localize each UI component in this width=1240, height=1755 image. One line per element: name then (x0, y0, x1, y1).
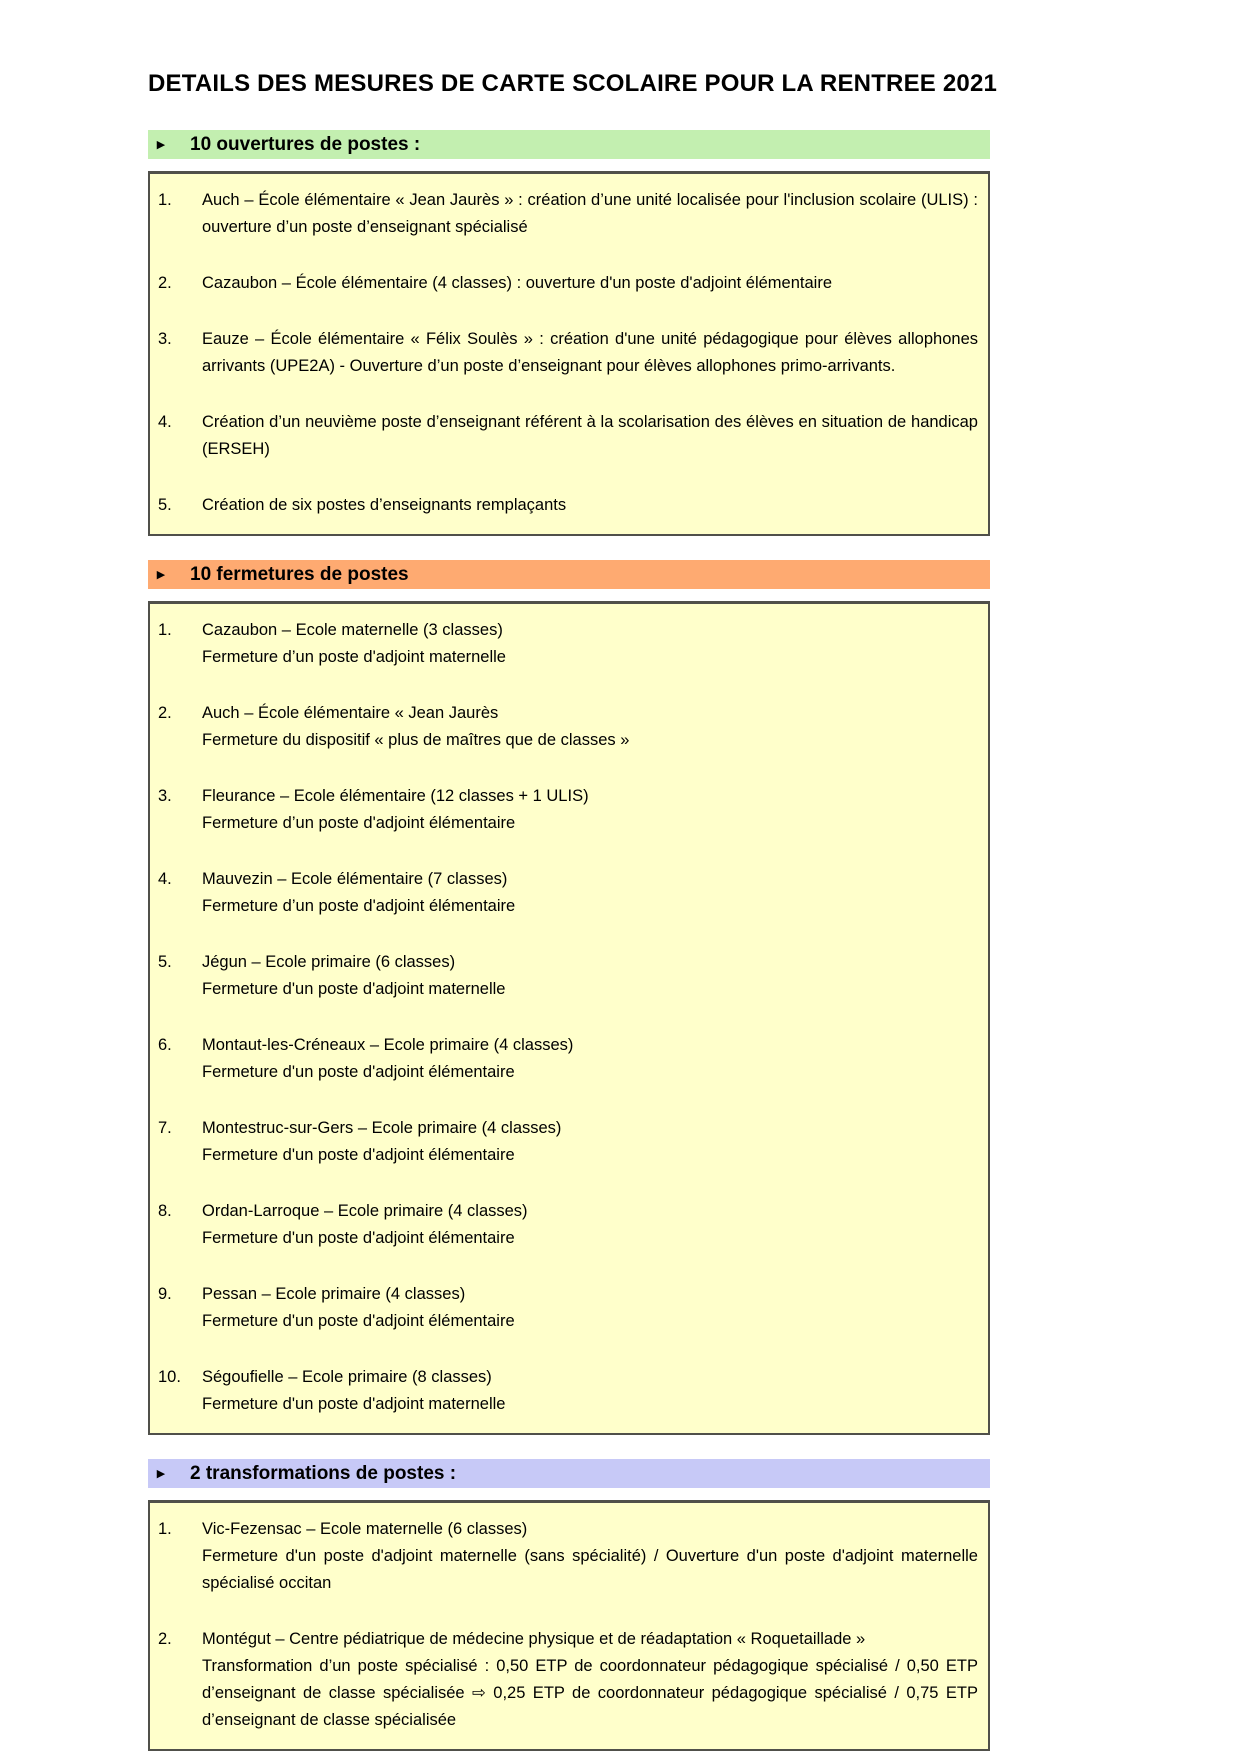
item-line: Fermeture d'un poste d'adjoint maternelle (202, 1395, 506, 1413)
item-text (202, 783, 978, 837)
item-text (202, 409, 978, 463)
item-number: 2. (158, 704, 172, 722)
list-item (158, 187, 978, 241)
items-box-ouvertures (148, 171, 990, 536)
item-text (202, 1032, 978, 1086)
item-text (202, 1281, 978, 1335)
item-line: Fermeture d'un poste d'adjoint élémentaire (202, 1146, 515, 1164)
item-text (202, 1516, 978, 1597)
item-text (202, 1115, 978, 1169)
item-line: Fermeture du dispositif « plus de maîtres que de classes » (202, 731, 630, 749)
section-ouvertures (148, 130, 990, 536)
item-line: Eauze – École élémentaire « Félix Soulès » : création d'une unité pédagogique pour élèves allophones arrivants (UPE2A) - Ouverture d’un poste d’enseignant pour élèves allophones primo-arrivants. (202, 330, 978, 375)
triangle-bullet-icon: ▸ (157, 136, 165, 153)
item-line: Auch – École élémentaire « Jean Jaurès (202, 704, 499, 722)
item-line: Cazaubon – Ecole maternelle (3 classes) (202, 621, 503, 639)
item-text (202, 492, 978, 519)
section-title-transformations: 2 transformations de postes : (190, 1462, 457, 1484)
list-item (158, 866, 978, 920)
item-line: Fermeture d'un poste d'adjoint élémentaire (202, 1229, 515, 1247)
item-line: Jégun – Ecole primaire (6 classes) (202, 953, 456, 971)
item-number: 4. (158, 413, 172, 431)
triangle-bullet-icon: ▸ (157, 566, 165, 583)
item-text (202, 270, 978, 297)
item-text (202, 617, 978, 671)
item-line: Ségoufielle – Ecole primaire (8 classes) (202, 1368, 492, 1386)
section-fermetures (148, 560, 990, 1435)
item-line: Montaut-les-Créneaux – Ecole primaire (4 classes) (202, 1036, 574, 1054)
item-number: 8. (158, 1202, 172, 1220)
section-transformations (148, 1459, 990, 1751)
list-item (158, 1032, 978, 1086)
item-line: Fermeture d’un poste d'adjoint élémentaire (202, 814, 516, 832)
item-line: Cazaubon – École élémentaire (4 classes) : ouverture d'un poste d'adjoint élémentaire (202, 274, 832, 292)
item-line: Ordan-Larroque – Ecole primaire (4 classes) (202, 1202, 528, 1220)
item-line: Pessan – Ecole primaire (4 classes) (202, 1285, 466, 1303)
section-title-fermetures: 10 fermetures de postes (190, 563, 409, 585)
list-item (158, 1516, 978, 1597)
item-text (202, 187, 978, 241)
item-text (202, 326, 978, 380)
item-line: Transformation d’un poste spécialisé : 0,50 ETP de coordonnateur pédagogique spécialisé / 0,50 ETP d’enseignant de classe spécialisée ⇨ 0,25 ETP de coordonnateur pédagogique spécialisé / 0,75 ETP d’enseignant de classe spécialisée (202, 1657, 978, 1729)
item-number: 6. (158, 1036, 172, 1054)
item-line: Création de six postes d’enseignants remplaçants (202, 496, 567, 514)
item-number: 1. (158, 1520, 172, 1538)
item-number: 10. (158, 1368, 181, 1386)
item-line: Création d’un neuvième poste d’enseignant référent à la scolarisation des élèves en situation de handicap (ERSEH) (202, 413, 978, 458)
item-line: Montégut – Centre pédiatrique de médecine physique et de réadaptation « Roquetaillade » (202, 1630, 866, 1648)
item-number: 9. (158, 1285, 172, 1303)
list-item (158, 492, 978, 519)
item-text (202, 1198, 978, 1252)
item-number: 5. (158, 496, 172, 514)
item-line: Fermeture d'un poste d'adjoint élémentaire (202, 1312, 515, 1330)
list-item (158, 700, 978, 754)
list-item (158, 409, 978, 463)
section-header-ouvertures (148, 130, 990, 159)
item-line: Auch – École élémentaire « Jean Jaurès » : création d’une unité localisée pour l'inclusion scolaire (ULIS) : ouverture d’un poste d’enseignant spécialisé (202, 191, 978, 236)
list-item (158, 783, 978, 837)
item-number: 3. (158, 787, 172, 805)
list-item (158, 1281, 978, 1335)
list-item (158, 949, 978, 1003)
triangle-bullet-icon: ▸ (157, 1465, 165, 1482)
item-line: Fermeture d’un poste d'adjoint maternelle (202, 648, 506, 666)
list-item (158, 1198, 978, 1252)
item-line: Fermeture d’un poste d'adjoint élémentaire (202, 897, 516, 915)
item-number: 4. (158, 870, 172, 888)
item-text (202, 866, 978, 920)
item-number: 2. (158, 1630, 172, 1648)
section-header-transformations (148, 1459, 990, 1488)
item-number: 1. (158, 621, 172, 639)
item-number: 1. (158, 191, 172, 209)
item-number: 3. (158, 330, 172, 348)
item-line: Fleurance – Ecole élémentaire (12 classes + 1 ULIS) (202, 787, 589, 805)
list-item (158, 1115, 978, 1169)
list-item (158, 617, 978, 671)
list-item (158, 326, 978, 380)
item-text (202, 1364, 978, 1418)
list-item (158, 270, 978, 297)
items-box-transformations (148, 1500, 990, 1751)
item-line: Vic-Fezensac – Ecole maternelle (6 classes) (202, 1520, 528, 1538)
item-line: Fermeture d'un poste d'adjoint maternelle (sans spécialité) / Ouverture d'un poste d'adjoint maternelle spécialisé occitan (202, 1547, 978, 1592)
page-title: DETAILS DES MESURES DE CARTE SCOLAIRE POUR LA RENTREE 2021 (148, 70, 998, 97)
list-item (158, 1364, 978, 1418)
item-text (202, 1626, 978, 1734)
section-header-fermetures (148, 560, 990, 589)
items-box-fermetures (148, 601, 990, 1435)
item-number: 5. (158, 953, 172, 971)
item-number: 7. (158, 1119, 172, 1137)
item-text (202, 700, 978, 754)
list-item (158, 1626, 978, 1734)
item-line: Montestruc-sur-Gers – Ecole primaire (4 classes) (202, 1119, 562, 1137)
document-content (148, 0, 998, 1751)
item-number: 2. (158, 274, 172, 292)
item-line: Fermeture d'un poste d'adjoint élémentaire (202, 1063, 515, 1081)
item-text (202, 949, 978, 1003)
item-line: Mauvezin – Ecole élémentaire (7 classes) (202, 870, 508, 888)
item-line: Fermeture d'un poste d'adjoint maternelle (202, 980, 506, 998)
section-title-ouvertures: 10 ouvertures de postes : (190, 133, 421, 155)
